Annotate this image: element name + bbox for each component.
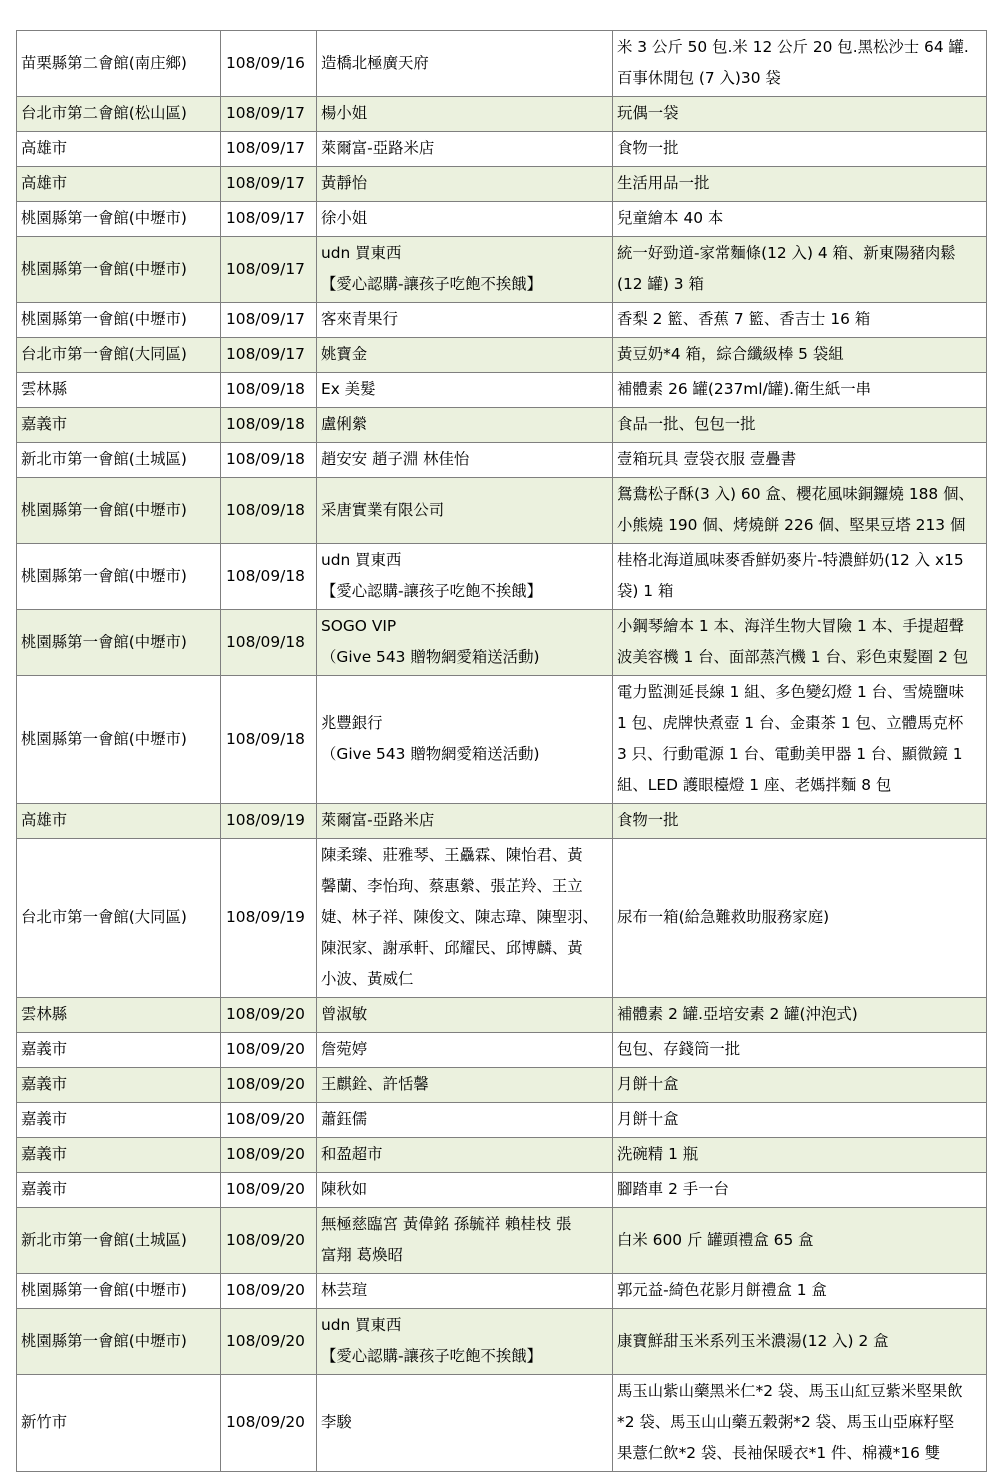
location-cell: 苗栗縣第二會館(南庄鄉): [17, 31, 221, 97]
location-cell: 嘉義市: [17, 1173, 221, 1208]
table-row: [17, 97, 987, 132]
donor-line: Ex 美髮: [321, 380, 376, 398]
items-line: 香梨 2 籃、香蕉 7 籃、香吉士 16 箱: [617, 310, 871, 328]
location-cell: 嘉義市: [17, 1033, 221, 1068]
donor-line: 造橋北極廣天府: [321, 53, 429, 72]
table-row: [17, 1208, 987, 1274]
items-line: 月餅十盒: [617, 1110, 679, 1128]
table-row: [17, 303, 987, 338]
items-line: 馬玉山紫山藥黑米仁*2 袋、馬玉山紅豆紫米堅果飲: [617, 1382, 963, 1400]
location-cell: 桃園縣第一會館(中壢市): [17, 303, 221, 338]
location-cell: 桃園縣第一會館(中壢市): [17, 1309, 221, 1375]
items-cell: [613, 1173, 987, 1208]
table-row: [17, 1068, 987, 1103]
donor-line: 【愛心認購-讓孩子吃飽不挨餓】: [321, 1347, 543, 1365]
items-line: 食品一批、包包一批: [617, 415, 756, 433]
donor-cell: [317, 132, 613, 167]
donor-cell: [317, 202, 613, 237]
items-cell: [613, 1375, 987, 1472]
items-line: 統一好勁道-家常麵條(12 入) 4 箱、新東陽豬肉鬆: [617, 244, 956, 262]
donor-cell: [317, 1274, 613, 1309]
location-cell: 雲林縣: [17, 373, 221, 408]
donor-line: （Give 543 贈物網愛箱送活動): [321, 648, 540, 666]
items-line: 尿布一箱(給急難救助服務家庭): [617, 908, 830, 926]
table-row: [17, 373, 987, 408]
date-cell: 108/09/20: [221, 1309, 317, 1375]
date-cell: 108/09/17: [221, 237, 317, 303]
table-row: [17, 804, 987, 839]
date-cell: 108/09/18: [221, 408, 317, 443]
items-cell: [613, 1274, 987, 1309]
table-row: [17, 1173, 987, 1208]
date-cell: 108/09/19: [221, 804, 317, 839]
items-line: 兒童繪本 40 本: [617, 209, 724, 227]
donor-line: 盧俐縈: [321, 415, 368, 433]
donor-line: 黃靜怡: [321, 174, 368, 192]
date-cell: 108/09/20: [221, 1138, 317, 1173]
donor-line: 馨蘭、李怡珣、蔡惠縈、張芷羚、王立: [321, 877, 583, 895]
items-line: 電力監測延長線 1 組、多色變幻燈 1 台、雪燒鹽味: [617, 683, 964, 701]
items-line: 郭元益-綺色花影月餅禮盒 1 盒: [617, 1281, 827, 1299]
table-row: [17, 1309, 987, 1375]
donor-line: 陳柔臻、莊雅琴、王驫霖、陳怡君、黃: [321, 846, 583, 864]
items-line: *2 袋、馬玉山山藥五穀粥*2 袋、馬玉山亞麻籽堅: [617, 1413, 955, 1431]
location-cell: 桃園縣第一會館(中壢市): [17, 676, 221, 804]
donor-cell: [317, 1309, 613, 1375]
donor-line: 曾淑敏: [321, 1005, 368, 1023]
location-cell: 雲林縣: [17, 998, 221, 1033]
items-line: 康寶鮮甜玉米系列玉米濃湯(12 入) 2 盒: [617, 1331, 889, 1350]
date-cell: 108/09/20: [221, 1033, 317, 1068]
items-line: (12 罐) 3 箱: [617, 275, 704, 293]
date-cell: 108/09/20: [221, 998, 317, 1033]
date-cell: 108/09/20: [221, 1068, 317, 1103]
items-cell: [613, 132, 987, 167]
donor-cell: [317, 1103, 613, 1138]
items-line: 包包、存錢筒一批: [617, 1040, 741, 1058]
location-cell: 新北市第一會館(土城區): [17, 443, 221, 478]
date-cell: 108/09/18: [221, 610, 317, 676]
table-row: [17, 31, 987, 97]
location-cell: 新竹市: [17, 1375, 221, 1472]
donor-cell: [317, 237, 613, 303]
donor-line: 客來青果行: [321, 310, 398, 328]
location-cell: 高雄市: [17, 804, 221, 839]
items-line: 小熊燒 190 個、烤燒餅 226 個、堅果豆塔 213 個: [617, 516, 966, 534]
items-line: 壹箱玩具 壹袋衣服 壹疊書: [617, 450, 797, 468]
table-row: [17, 443, 987, 478]
donor-cell: [317, 839, 613, 998]
date-cell: 108/09/17: [221, 132, 317, 167]
donor-line: 婕、林子祥、陳俊文、陳志瑋、陳聖羽、: [321, 908, 599, 926]
table-row: [17, 202, 987, 237]
items-cell: [613, 373, 987, 408]
donor-line: 無極慈臨宮 黃偉銘 孫毓祥 賴桂枝 張: [321, 1215, 572, 1233]
donor-cell: [317, 373, 613, 408]
donor-line: 采唐實業有限公司: [321, 500, 445, 519]
items-cell: [613, 998, 987, 1033]
date-cell: 108/09/18: [221, 373, 317, 408]
items-line: 米 3 公斤 50 包.米 12 公斤 20 包.黑松沙士 64 罐.: [617, 38, 969, 56]
table-row: [17, 338, 987, 373]
table-row: [17, 408, 987, 443]
donor-cell: [317, 998, 613, 1033]
items-cell: [613, 443, 987, 478]
location-cell: 高雄市: [17, 167, 221, 202]
donor-cell: [317, 303, 613, 338]
table-row: [17, 544, 987, 610]
items-cell: [613, 1138, 987, 1173]
table-body: [17, 31, 987, 1472]
items-line: 食物一批: [617, 139, 679, 157]
table-row: [17, 1274, 987, 1309]
donor-line: 趙安安 趙子淵 林佳怡: [321, 450, 470, 468]
items-cell: [613, 544, 987, 610]
items-cell: [613, 338, 987, 373]
donor-cell: [317, 338, 613, 373]
table-row: [17, 839, 987, 998]
donor-cell: [317, 1173, 613, 1208]
date-cell: 108/09/20: [221, 1375, 317, 1472]
date-cell: 108/09/20: [221, 1274, 317, 1309]
donor-line: 陳泯家、謝承軒、邱耀民、邱博麟、黃: [321, 939, 583, 957]
items-line: 3 只、行動電源 1 台、電動美甲器 1 台、顯微鏡 1: [617, 745, 963, 763]
items-line: 1 包、虎牌快煮壺 1 台、金棗茶 1 包、立體馬克杯: [617, 714, 964, 732]
items-line: 玩偶一袋: [617, 104, 679, 122]
donation-table: [16, 30, 987, 1472]
items-line: 食物一批: [617, 811, 679, 829]
table-row: [17, 132, 987, 167]
date-cell: 108/09/17: [221, 338, 317, 373]
location-cell: 台北市第一會館(大同區): [17, 338, 221, 373]
items-line: 果薏仁飲*2 袋、長袖保暖衣*1 件、棉襪*16 雙: [617, 1444, 941, 1462]
location-cell: 嘉義市: [17, 1068, 221, 1103]
items-line: 桂格北海道風味麥香鮮奶麥片-特濃鮮奶(12 入 x15: [617, 551, 964, 569]
table-row: [17, 610, 987, 676]
items-cell: [613, 31, 987, 97]
items-line: 腳踏車 2 手一台: [617, 1180, 729, 1198]
donor-cell: [317, 804, 613, 839]
items-line: 百事休閒包 (7 入)30 袋: [617, 69, 781, 87]
items-cell: [613, 1033, 987, 1068]
donor-line: udn 買東西: [321, 244, 402, 262]
donor-line: 萊爾富-亞路米店: [321, 811, 435, 829]
location-cell: 桃園縣第一會館(中壢市): [17, 237, 221, 303]
donor-cell: [317, 544, 613, 610]
date-cell: 108/09/20: [221, 1208, 317, 1274]
items-line: 小鋼琴繪本 1 本、海洋生物大冒險 1 本、手提超聲: [617, 617, 964, 635]
date-cell: 108/09/18: [221, 478, 317, 544]
donor-cell: [317, 1138, 613, 1173]
date-cell: 108/09/20: [221, 1173, 317, 1208]
items-line: 白米 600 斤 罐頭禮盒 65 盒: [617, 1230, 814, 1249]
table-row: [17, 676, 987, 804]
date-cell: 108/09/18: [221, 544, 317, 610]
donor-line: 王麒銓、許恬馨: [321, 1075, 429, 1093]
items-cell: [613, 97, 987, 132]
date-cell: 108/09/17: [221, 167, 317, 202]
location-cell: 台北市第二會館(松山區): [17, 97, 221, 132]
donor-line: 【愛心認購-讓孩子吃飽不挨餓】: [321, 275, 543, 293]
donor-cell: [317, 676, 613, 804]
items-cell: [613, 237, 987, 303]
location-cell: 高雄市: [17, 132, 221, 167]
location-cell: 桃園縣第一會館(中壢市): [17, 478, 221, 544]
donor-cell: [317, 443, 613, 478]
date-cell: 108/09/20: [221, 1103, 317, 1138]
location-cell: 新北市第一會館(土城區): [17, 1208, 221, 1274]
donor-line: 詹菀婷: [321, 1040, 368, 1058]
table-row: [17, 998, 987, 1033]
location-cell: 台北市第一會館(大同區): [17, 839, 221, 998]
donor-line: udn 買東西: [321, 1316, 402, 1334]
items-cell: [613, 676, 987, 804]
donor-cell: [317, 167, 613, 202]
items-cell: [613, 478, 987, 544]
location-cell: 桃園縣第一會館(中壢市): [17, 610, 221, 676]
table-row: [17, 1103, 987, 1138]
donor-line: 兆豐銀行: [321, 714, 383, 732]
donor-line: SOGO VIP: [321, 617, 397, 635]
date-cell: 108/09/18: [221, 676, 317, 804]
donor-line: 林芸瑄: [321, 1281, 368, 1299]
items-cell: [613, 303, 987, 338]
items-cell: [613, 167, 987, 202]
donor-line: 徐小姐: [321, 209, 368, 227]
donor-cell: [317, 1033, 613, 1068]
location-cell: 嘉義市: [17, 408, 221, 443]
items-line: 補體素 26 罐(237ml/罐).衛生紙一串: [617, 380, 872, 398]
donor-line: 楊小姐: [321, 104, 368, 122]
donor-line: 姚寶金: [321, 345, 368, 363]
location-cell: 桃園縣第一會館(中壢市): [17, 544, 221, 610]
donor-line: 小波、黃威仁: [321, 970, 414, 988]
items-cell: [613, 804, 987, 839]
items-line: 組、LED 護眼檯燈 1 座、老媽拌麵 8 包: [617, 776, 892, 794]
items-line: 洗碗精 1 瓶: [617, 1145, 699, 1163]
donor-line: 蕭鈺儒: [321, 1110, 368, 1128]
items-line: 月餅十盒: [617, 1075, 679, 1093]
items-cell: [613, 1068, 987, 1103]
donor-line: 富翔 葛煥昭: [321, 1246, 403, 1264]
donor-cell: [317, 478, 613, 544]
date-cell: 108/09/17: [221, 303, 317, 338]
donor-cell: [317, 1375, 613, 1472]
donor-cell: [317, 610, 613, 676]
table-row: [17, 1033, 987, 1068]
donor-cell: [317, 1068, 613, 1103]
donor-cell: [317, 97, 613, 132]
table-row: [17, 1138, 987, 1173]
donor-line: 萊爾富-亞路米店: [321, 139, 435, 157]
items-cell: [613, 610, 987, 676]
donor-line: 李駿: [321, 1413, 352, 1431]
items-cell: [613, 1103, 987, 1138]
items-cell: [613, 202, 987, 237]
items-line: 生活用品一批: [617, 174, 710, 192]
location-cell: 嘉義市: [17, 1138, 221, 1173]
items-cell: [613, 839, 987, 998]
items-line: 黃豆奶*4 箱，綜合纖級棒 5 袋組: [617, 345, 844, 363]
date-cell: 108/09/16: [221, 31, 317, 97]
table-row: [17, 237, 987, 303]
location-cell: 桃園縣第一會館(中壢市): [17, 202, 221, 237]
table-row: [17, 167, 987, 202]
donor-cell: [317, 408, 613, 443]
date-cell: 108/09/19: [221, 839, 317, 998]
table-row: [17, 1375, 987, 1472]
donor-line: udn 買東西: [321, 551, 402, 569]
date-cell: 108/09/18: [221, 443, 317, 478]
items-line: 鴛鴦松子酥(3 入) 60 盒、櫻花風味銅鑼燒 188 個、: [617, 485, 974, 503]
donor-line: （Give 543 贈物網愛箱送活動): [321, 745, 540, 763]
table-row: [17, 478, 987, 544]
date-cell: 108/09/17: [221, 97, 317, 132]
items-line: 波美容機 1 台、面部蒸汽機 1 台、彩色束髮圈 2 包: [617, 648, 969, 666]
donor-cell: [317, 1208, 613, 1274]
items-line: 補體素 2 罐.亞培安素 2 罐(沖泡式): [617, 1005, 858, 1023]
items-cell: [613, 1309, 987, 1375]
date-cell: 108/09/17: [221, 202, 317, 237]
donor-line: 陳秋如: [321, 1180, 368, 1198]
location-cell: 嘉義市: [17, 1103, 221, 1138]
donor-cell: [317, 31, 613, 97]
donor-line: 和盈超市: [321, 1145, 383, 1163]
items-cell: [613, 1208, 987, 1274]
donor-line: 【愛心認購-讓孩子吃飽不挨餓】: [321, 582, 543, 600]
items-line: 袋) 1 箱: [617, 582, 674, 600]
items-cell: [613, 408, 987, 443]
location-cell: 桃園縣第一會館(中壢市): [17, 1274, 221, 1309]
